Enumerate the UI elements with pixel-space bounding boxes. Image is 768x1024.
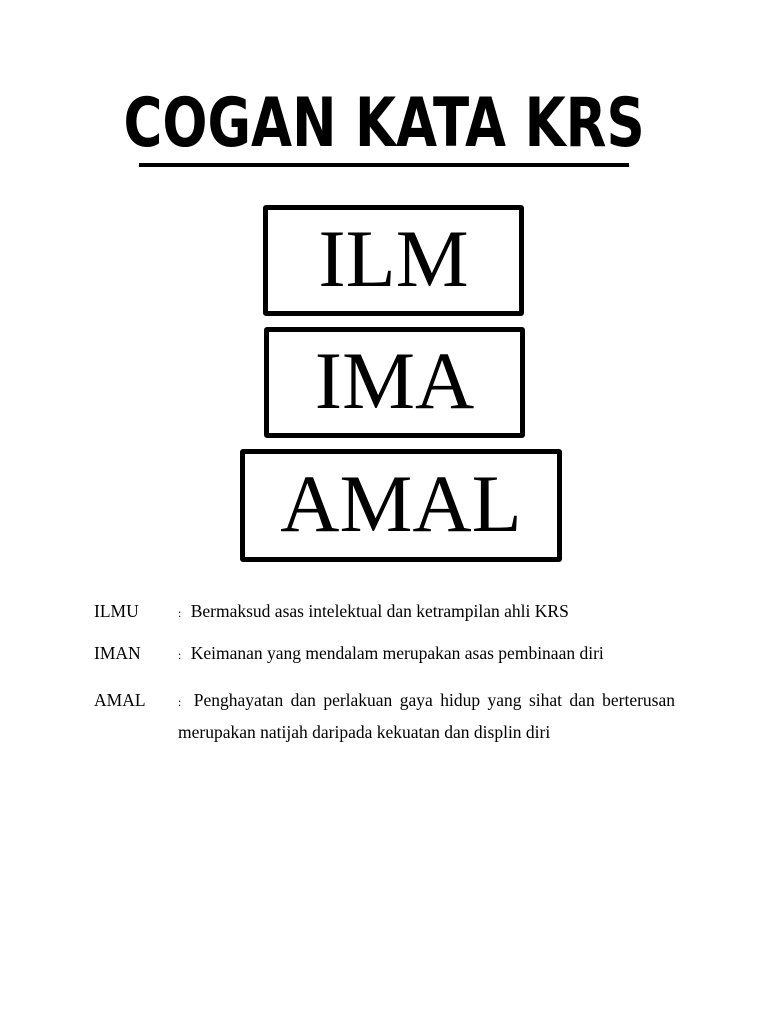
box-ima: [264, 327, 525, 438]
definition-ilmu: [94, 596, 675, 628]
page-title: COGAN KATA KRS: [123, 84, 645, 163]
definition-iman: [94, 638, 675, 675]
box-ima-label: IMA: [314, 334, 475, 426]
definition-term: AMAL: [94, 690, 146, 710]
definition-separator: :: [178, 606, 182, 620]
page-title-wrap: [0, 84, 768, 164]
box-amal: [240, 449, 562, 562]
definition-text-content: Penghayatan dan perlakuan gaya hidup yang sihat dan berterusan merupakan natijah daripada kekuatan dan displin diri: [178, 690, 675, 742]
title-underline: [139, 163, 629, 167]
definition-separator: :: [178, 648, 182, 662]
definition-text: [178, 633, 675, 675]
box-amal-label: AMAL: [280, 457, 522, 549]
definition-text: [178, 685, 675, 747]
definition-text: [178, 596, 675, 628]
definition-text-content: Bermaksud asas intelektual dan ketrampilan ahli KRS: [190, 601, 569, 621]
definitions-list: [94, 596, 675, 757]
definition-separator: :: [178, 695, 182, 709]
definition-term: IMAN: [94, 643, 141, 663]
definition-amal: [94, 685, 675, 747]
definition-term: ILMU: [94, 601, 139, 621]
box-ilm-label: ILM: [318, 212, 469, 304]
box-ilm: [263, 205, 524, 316]
definition-text-content: Keimanan yang mendalam merupakan asas pembinaan diri: [190, 643, 604, 663]
